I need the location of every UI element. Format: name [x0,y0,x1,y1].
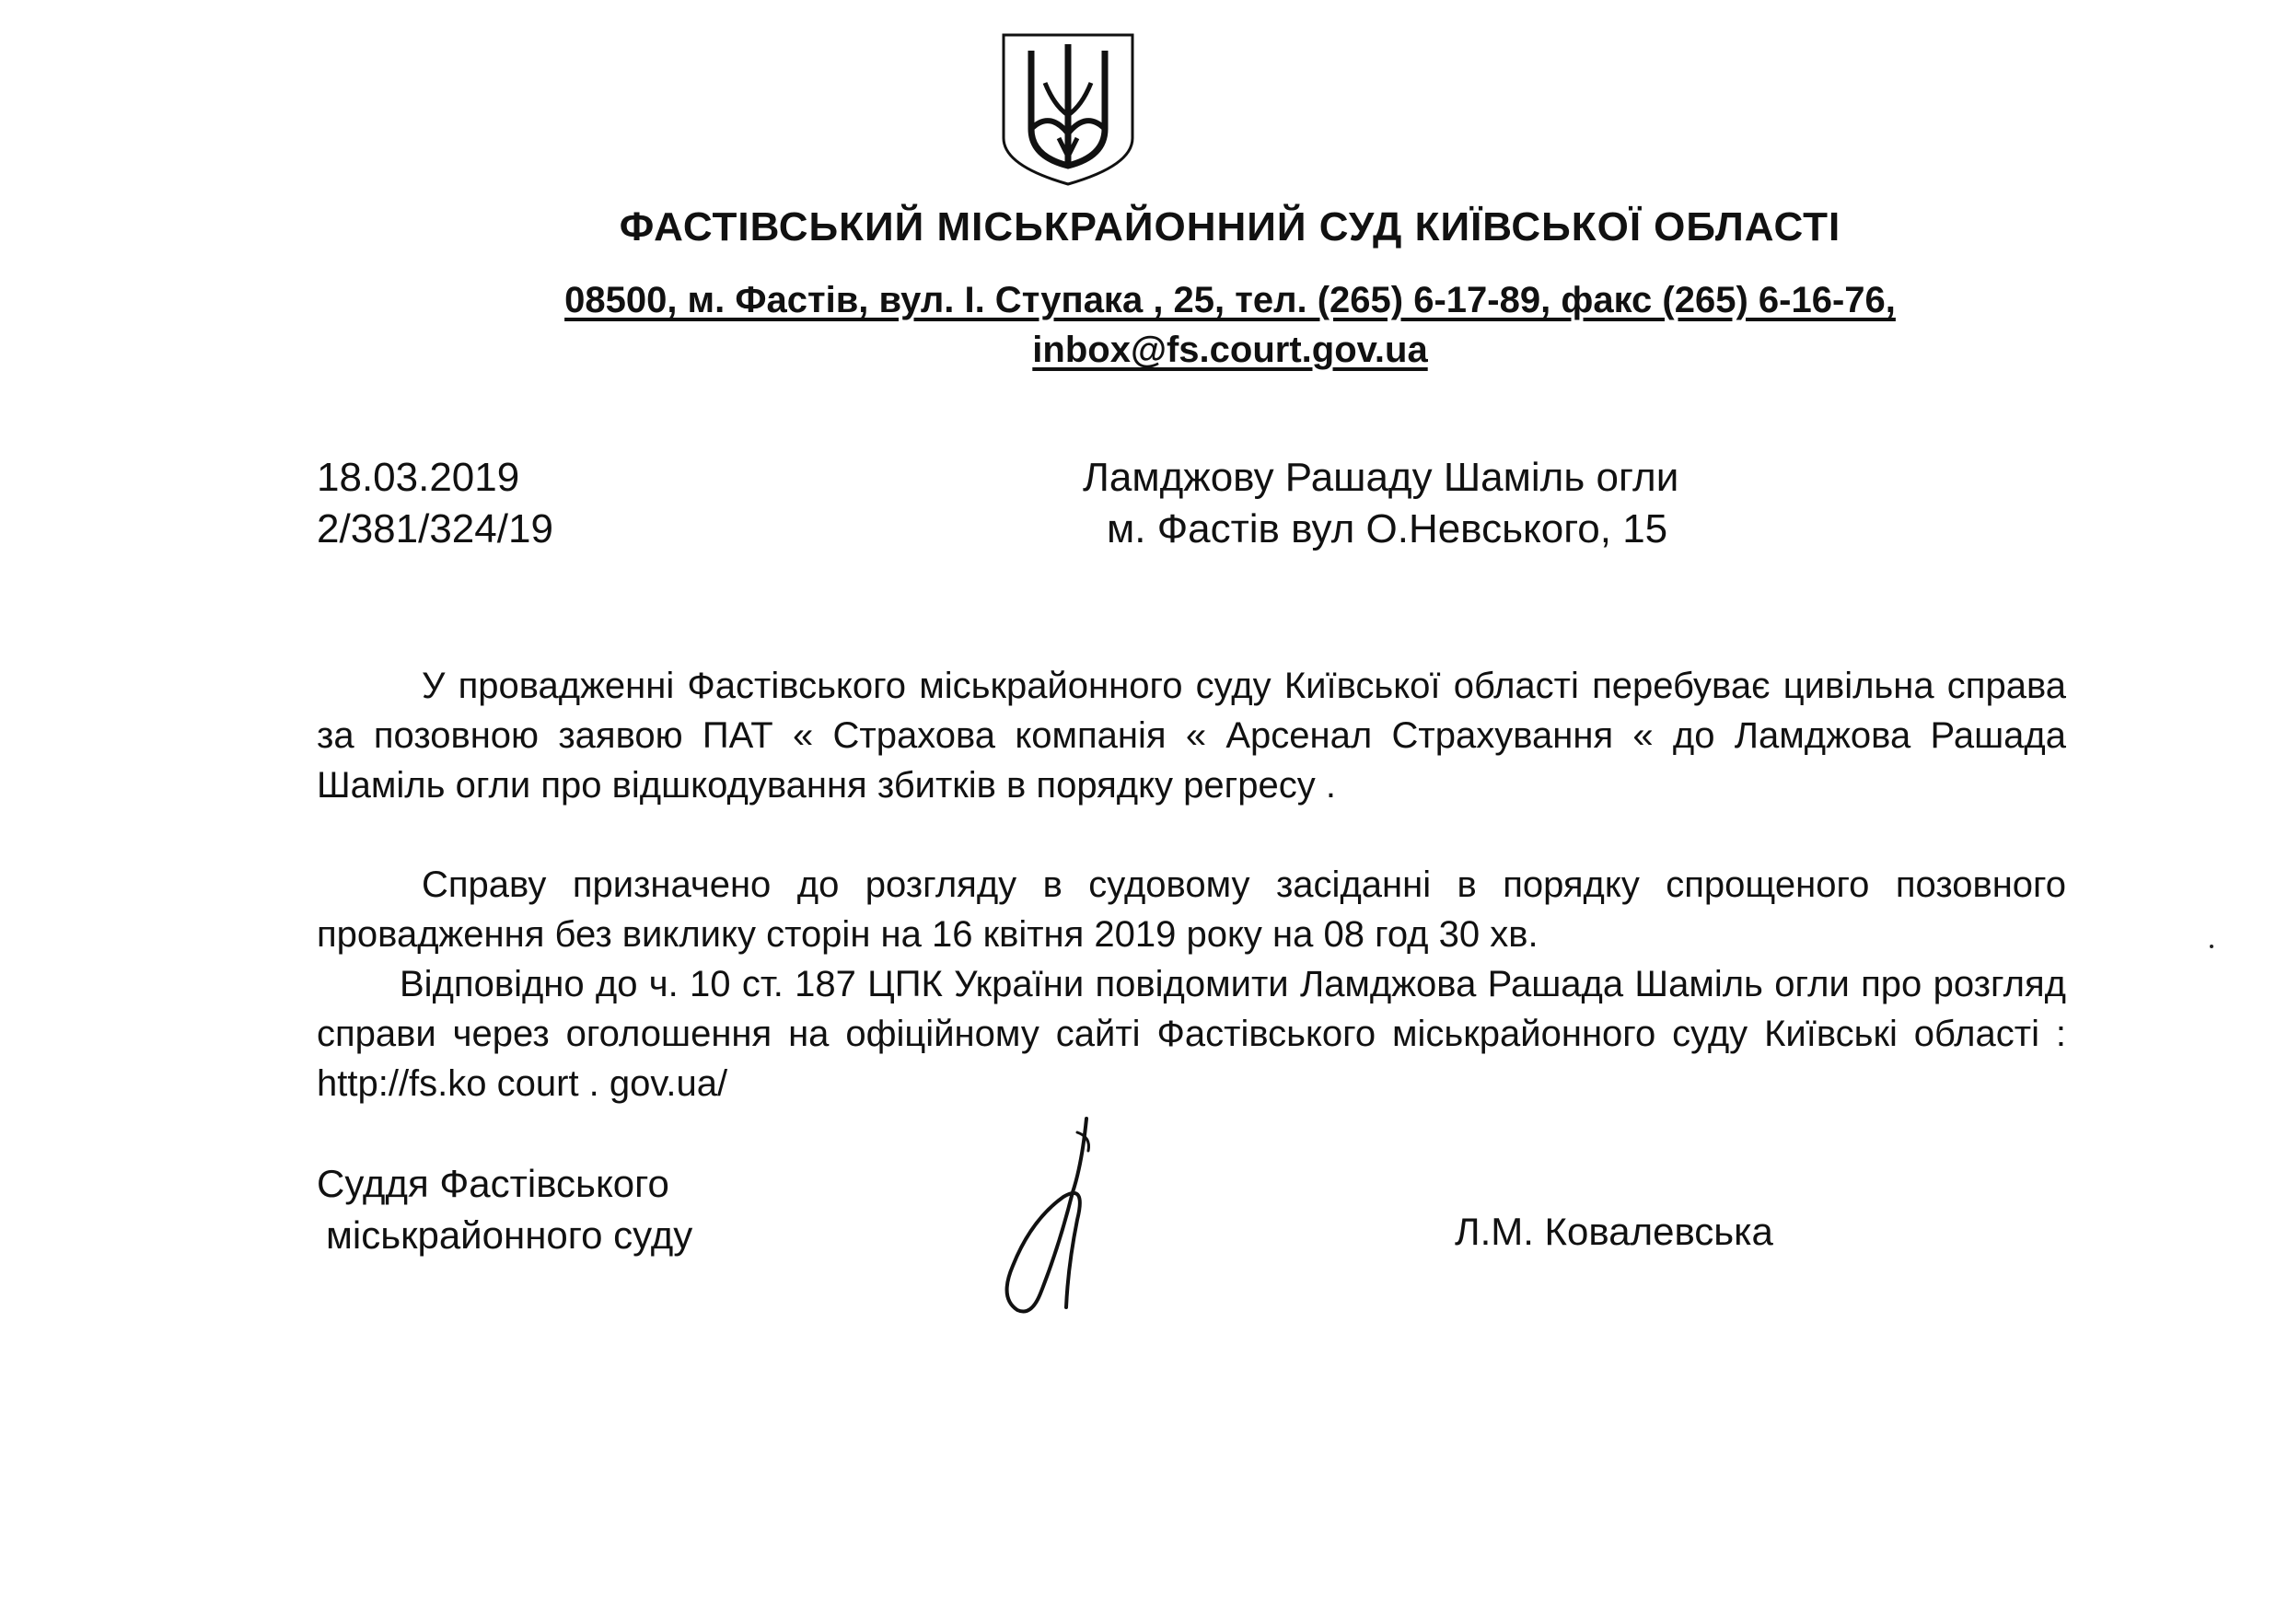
letter-date: 18.03.2019 [317,455,520,500]
court-email [0,330,2276,371]
body-paragraph-2: Справу призначено до розгляду в судовому засіданні в порядку спрощеного позовного провадження без виклику сторін на 16 квітня 2019 року на 08 год 30 хв. [317,864,2066,955]
court-address [0,280,2276,321]
handwritten-signature [985,1109,1114,1321]
court-address-line-1: 08500, м. Фастів, вул. І. Ступака , 25, тел. (265) 6-17-89, факс (265) 6-16-76, [564,280,1896,320]
signer-title [317,1158,692,1261]
coat-of-arms-icon [994,28,1142,189]
case-number: 2/381/324/19 [317,506,553,551]
signer-title-line-1: Суддя Фастівського [317,1162,669,1205]
recipient-address: м. Фастів вул О.Невського, 15 [1107,506,1668,551]
scan-speck [2210,945,2213,948]
body-paragraph-1: У провадженні Фастівського міськрайонного суду Київської області перебуває цивільна справа за позовною заявою ПАТ « Страхова компанія « Арсенал Страхування « до Ламджова Рашада Шаміль огли про відшкодування збитків в порядку регресу . [317,666,2066,806]
court-email-text: inbox@fs.court.gov.ua [1032,330,1428,370]
signer-name: Л.М. Ковалевська [1455,1210,1773,1253]
recipient-name: Ламджову Рашаду Шаміль огли [1083,455,1679,500]
signer-title-line-2: міськрайонного суду [326,1213,693,1257]
body-paragraph-3: Відповідно до ч. 10 ст. 187 ЦПК України повідомити Ламджова Рашада Шаміль огли про розгляд справи через оголошення на офіційному сайті Фастівського міськрайонного суду Київські області : http://fs.ko court . gov.ua/ [317,964,2066,1104]
court-name: ФАСТІВСЬКИЙ МІСЬКРАЙОННИЙ СУД КИЇВСЬКОЇ ОБЛАСТІ [619,204,1841,249]
